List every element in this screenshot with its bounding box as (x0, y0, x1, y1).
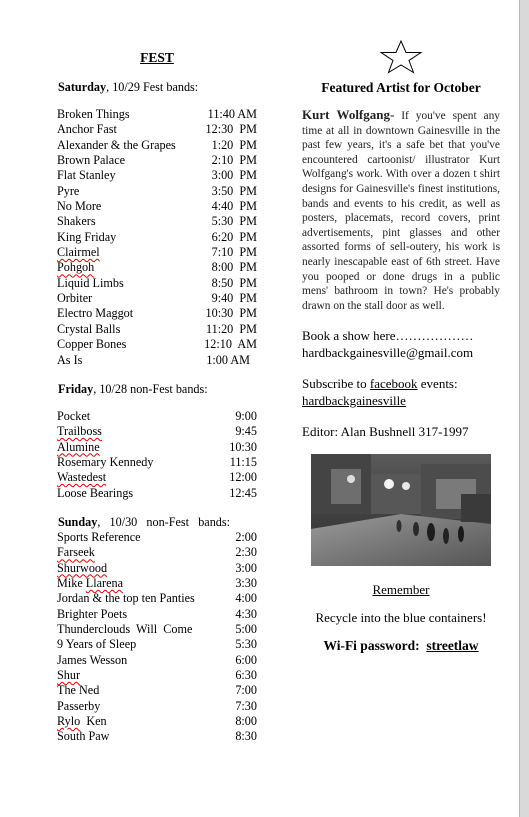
band-time: 3:00 (235, 560, 257, 575)
friday-band-list (57, 409, 257, 501)
band-time: 11:40 AM (207, 107, 257, 121)
friday-band-row (57, 486, 257, 501)
band-name: Pohgoh (57, 260, 95, 275)
friday-heading-rest: , 10/28 non-Fest bands: (93, 381, 208, 396)
artist-bio-text: If you've spent any time at all in downtown Gainesville in the past few years, it's a safe bet that you've encountered cartoonist/ illustrator Kurt Wolfgang's work. With over a dozen t shirt designs for Gainesville's finest institutions, bands and events to his credit, as well as posters, placemats, record covers, print advertisements, pint glasses and other assorted forms of sell-outery, his work is nearly inescapable east of 6th street. Have you pooped or done drugs in a public mens' bathroom in town? He's probably drawn on the stall door as well. (302, 110, 500, 312)
band-name: Shakers (57, 214, 96, 229)
remember-heading: Remember (372, 582, 430, 598)
band-name: Rosemary Kennedy (57, 454, 154, 469)
saturday-band-row (57, 353, 257, 368)
star-icon (302, 40, 500, 76)
sunday-band-row (57, 699, 257, 714)
recycle-note: Recycle into the blue containers! (315, 610, 487, 626)
band-time: 7:00 (235, 683, 257, 698)
band-name: King Friday (57, 229, 117, 244)
artist-bio (302, 108, 500, 313)
band-name: Alumine (57, 439, 100, 454)
saturday-day: Saturday (58, 80, 107, 94)
band-time: 11:20 PM (205, 321, 257, 336)
band-name: Trailboss (57, 424, 102, 439)
band-time: 6:20 PM (211, 229, 257, 244)
band-time: 1:00 AM (206, 352, 250, 367)
sunday-band-row (57, 622, 257, 637)
band-time: 5:00 (235, 621, 257, 636)
band-name: Sports Reference (57, 529, 141, 544)
band-name: Thunderclouds Will Come (57, 621, 193, 636)
band-name: Mike Llarena (57, 575, 123, 590)
band-time: 4:00 (235, 591, 257, 606)
band-time: 2:00 (235, 529, 257, 544)
booking-block (302, 327, 500, 361)
band-time: 11:15 (229, 454, 257, 469)
band-name: James Wesson (57, 652, 128, 667)
band-name: Crystal Balls (57, 321, 121, 336)
sunday-band-row (57, 668, 257, 683)
friday-band-row (57, 470, 257, 485)
band-time: 8:00 (235, 714, 257, 729)
facebook-handle-link[interactable]: hardbackgainesville (302, 393, 406, 409)
band-time: 10:30 (229, 439, 257, 454)
band-name: South Paw (57, 729, 110, 744)
sunday-heading (58, 515, 257, 530)
fest-schedule (57, 50, 257, 745)
sunday-band-row (57, 591, 257, 606)
band-name: Pyre (57, 183, 80, 198)
sunday-band-row (57, 683, 257, 698)
band-name: Alexander & the Grapes (57, 137, 176, 152)
band-time: 12:00 (229, 470, 257, 485)
saturday-band-list (57, 107, 257, 368)
booking-email[interactable]: hardbackgainesville@gmail.com (302, 345, 474, 361)
wifi-label: Wi-Fi password: (323, 638, 427, 654)
sunday-band-row (57, 545, 257, 560)
band-name: Electro Maggot (57, 306, 134, 321)
subscribe-suffix: events: (417, 376, 458, 392)
sunday-band-list (57, 530, 257, 745)
band-name: Farseek (57, 545, 95, 560)
band-time: 9:40 PM (211, 291, 257, 306)
band-time: 3:50 PM (211, 183, 257, 198)
sunday-band-row (57, 576, 257, 591)
wifi-password: streetlaw (426, 638, 479, 654)
band-time: 12:30 PM (205, 122, 257, 137)
sunday-band-row (57, 729, 257, 744)
sunday-band-row (57, 637, 257, 652)
facebook-link[interactable]: facebook (369, 376, 418, 392)
band-name: Anchor Fast (57, 122, 117, 137)
friday-band-row (57, 440, 257, 455)
band-name: Wastedest (57, 470, 107, 485)
saturday-heading (58, 80, 257, 95)
sunday-band-row (57, 714, 257, 729)
saturday-band-row (57, 260, 257, 275)
sunday-band-row (57, 561, 257, 576)
saturday-band-row (57, 291, 257, 306)
venue-photo (311, 454, 491, 566)
page-edge-shadow (520, 0, 529, 817)
band-time: 4:30 (235, 606, 257, 621)
saturday-band-row (57, 337, 257, 352)
band-time: 1:20 PM (211, 137, 257, 152)
band-name: Broken Things (57, 107, 130, 121)
band-name: Brown Palace (57, 153, 126, 168)
saturday-band-row (57, 184, 257, 199)
saturday-band-row (57, 245, 257, 260)
saturday-band-row (57, 153, 257, 168)
band-name: Loose Bearings (57, 485, 134, 500)
band-name: Copper Bones (57, 337, 127, 352)
friday-band-row (57, 424, 257, 439)
saturday-band-row (57, 199, 257, 214)
band-name: Brighter Poets (57, 606, 128, 621)
band-time: 12:45 (229, 485, 257, 500)
sunday-day: Sunday (58, 514, 98, 529)
band-time: 8:00 PM (211, 260, 257, 275)
band-time: 5:30 (235, 637, 257, 652)
band-time: 2:30 (235, 545, 257, 560)
band-name: Shur (57, 668, 81, 682)
band-name: Flat Stanley (57, 168, 116, 183)
band-time: 6:00 (235, 652, 257, 667)
band-time: 7:30 (235, 698, 257, 713)
friday-band-row (57, 455, 257, 470)
band-name: Rylo Ken (57, 714, 107, 729)
friday-heading (58, 382, 257, 397)
friday-band-row (57, 409, 257, 424)
band-time: 3:00 PM (211, 168, 257, 183)
band-name: The Ned (57, 683, 100, 698)
band-time: 4:40 PM (211, 199, 257, 214)
band-time: 12:10 AM (204, 337, 257, 352)
saturday-band-row (57, 306, 257, 321)
saturday-band-row (57, 322, 257, 337)
band-name: Pocket (57, 408, 91, 423)
saturday-band-row (57, 138, 257, 153)
band-name: 9 Years of Sleep (57, 637, 137, 652)
band-time: 10:30 PM (205, 306, 257, 321)
sunday-heading-rest: , 10/30 non-Fest bands: (97, 514, 231, 529)
band-time: 5:30 PM (211, 214, 257, 229)
artist-name: Kurt Wolfgang- (302, 107, 395, 122)
band-name: No More (57, 199, 102, 214)
featured-artist-heading: Featured Artist for October (321, 80, 481, 95)
sunday-band-row (57, 653, 257, 668)
wifi-password-line (302, 638, 500, 654)
sunday-band-row (57, 530, 257, 545)
friday-day: Friday (58, 381, 94, 396)
booking-label: Book a show here……………… (302, 328, 474, 344)
band-name: Liquid Limbs (57, 275, 124, 290)
saturday-band-row (57, 230, 257, 245)
band-time: 6:30 (235, 668, 257, 682)
saturday-band-row (57, 168, 257, 183)
band-time: 9:45 (235, 424, 257, 439)
band-name: Shurwood (57, 560, 108, 575)
saturday-heading-rest: , 10/29 Fest bands: (106, 80, 199, 94)
band-name: Passerby (57, 698, 101, 713)
band-time: 7:10 PM (211, 245, 257, 260)
band-time: 3:30 (235, 575, 257, 590)
band-name: Clairmel (57, 245, 100, 260)
subscribe-prefix: Subscribe to (302, 376, 370, 392)
saturday-band-row (57, 276, 257, 291)
featured-artist-column (302, 40, 500, 654)
band-time: 8:50 PM (211, 275, 257, 290)
band-time: 9:00 (235, 408, 257, 423)
editor-line: Editor: Alan Bushnell 317-1997 (302, 424, 469, 440)
band-name: As Is (57, 352, 83, 367)
band-name: Jordan & the top ten Panties (57, 591, 195, 606)
fest-title: FEST (140, 50, 174, 65)
band-time: 8:30 (235, 729, 257, 744)
saturday-band-row (57, 107, 257, 122)
subscribe-block (302, 375, 500, 409)
saturday-band-row (57, 214, 257, 229)
saturday-band-row (57, 122, 257, 137)
sunday-band-row (57, 607, 257, 622)
band-time: 2:10 PM (211, 153, 257, 168)
band-name: Orbiter (57, 291, 93, 306)
